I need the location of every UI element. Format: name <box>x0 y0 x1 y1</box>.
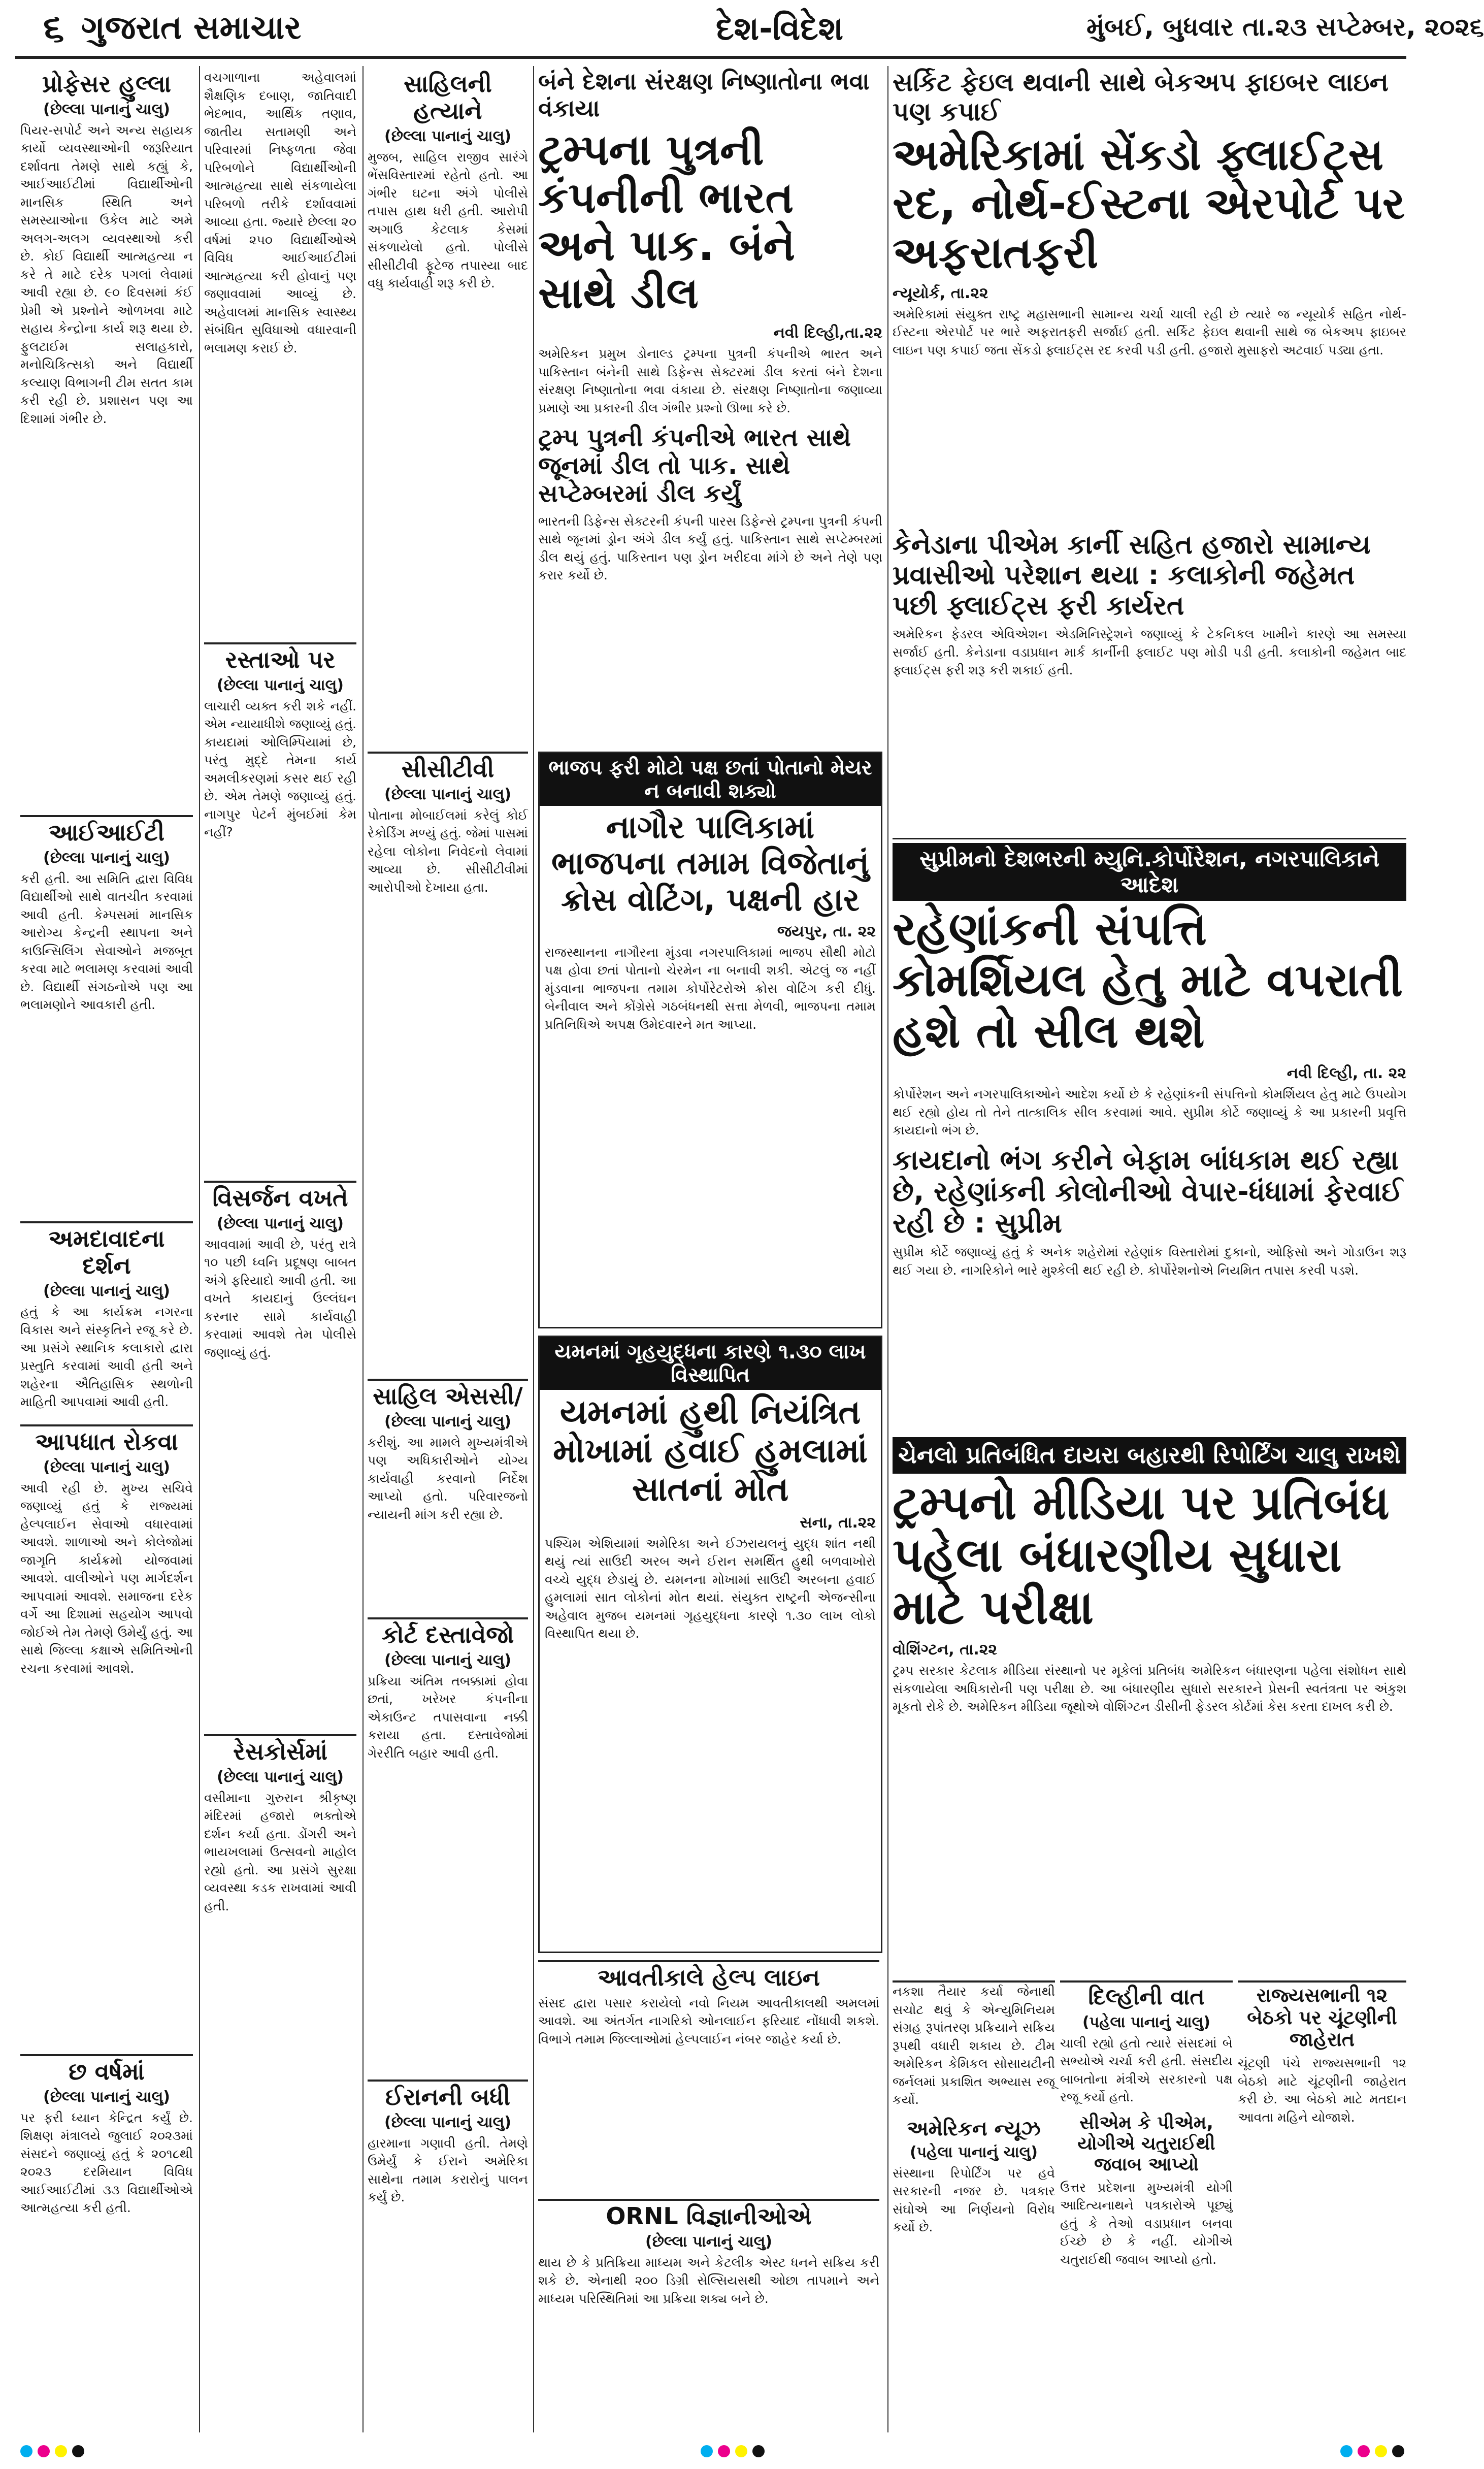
column-rule <box>887 66 888 2432</box>
article-body: અમેરિકન પ્રમુખ ડોનાલ્ડ ટ્રમ્પના પુત્રની કંપનીએ ભારત અને પાકિસ્તાન બંનેની સાથે ડિફેન્સ સેક્ટરમાં ડીલ કરતાં બંને દેશના સંરક્ષણ નિષ્ણાતોના ભવા વંકાયા છે. સંરક્ષણ નિષ્ણાતોના જણાવ્યા પ્રમાણે આ પ્રકારની ડીલ ગંભીર પ્રશ્નો ઊભા કરે છે. <box>538 346 882 415</box>
article-body: પશ્ચિમ એશિયામાં અમેરિકા અને ઈઝરાયલનું યુદ્ધ શાંત નથી થયું ત્યાં સાઉદી અરબ અને ઈરાન સમર્થિત હુથી બળવાખોરો વચ્ચે યુદ્ધ છેડાયું છે. યમનના મોખામાં સાઉદી અરબના હવાઈ હુમલામાં સાત લોકોનાં મોત થયાં. સંયુક્ત રાષ્ટ્રની એજન્સીના અહેવાલ મુજબ યમનમાં ગૃહયુદ્ધના કારણે ૧.૩૦ લાખ લોકો વિસ્થાપિત થયા છે. <box>545 1536 876 1641</box>
article-dateline: ન્યૂયોર્ક, તા.૨૨ <box>893 284 988 302</box>
article-trump-media <box>893 1437 1406 1975</box>
article-body: મુજબ, સાહિલ રાજીવ સારંગે ભેંસવિસ્તારમાં રહેતો હતો. આ ગંભીર ઘટના અંગે પોલીસે તપાસ હાથ ધરી હતી. આરોપી અગાઉ કેટલાક કેસમાં સંકળાયેલો હતો. પોલીસે સીસીટીવી ફૂટેજ તપાસ્યા બાદ વધુ કાર્યવાહી શરૂ કરી છે. <box>368 149 528 291</box>
article-body: થાય છે કે પ્રતિક્રિયા માધ્યમ અને કેટલીક એસ્ટ ધનને સક્રિય કરી શકે છે. એનાથી ૨૦૦ ડિગ્રી સેલ્સિયસથી ઓછા તાપમાને અને માધ્યમ પરિસ્થિતિમાં આ પ્રક્રિયા શક્ય બને છે. <box>538 2255 879 2306</box>
headline: યમનમાં હુથી નિયંત્રિત મોખામાં હવાઈ હુમલામાં સાતનાં મોત <box>553 1392 868 1509</box>
continued-note: (છેલ્લા પાનાનું ચાલુ) <box>43 1458 171 1476</box>
cyan-dot <box>1340 2445 1353 2457</box>
article-body: અમેરિકન ફેડરલ એવિએશન એડમિનિસ્ટ્રેશને જણાવ્યું કે ટેકનિકલ ખામીને કારણે આ સમસ્યા સર્જાઈ હતી. કેનેડાના વડાપ્રધાન માર્ક કાર્નીની ફ્લાઈટ પણ મોડી પડી હતી. કલાકોની જહેમત બાદ ફ્લાઈટ્સ ફરી શરૂ કરી શકાઈ હતી. <box>893 627 1406 678</box>
article-us-flights <box>893 66 1406 523</box>
article-body: હારમાના ગણાવી હતી. તેમણે ઉમેર્યું કે ઈરાને અમેરિકા સાથેના તમામ કરારોનું પાલન કર્યું છે. <box>368 2135 528 2205</box>
headline: સાહિલ એસસી/ <box>373 1382 523 1410</box>
headline: સાહિલની હત્યાને <box>404 70 492 124</box>
black-dot <box>1392 2445 1404 2457</box>
article-delhi <box>1060 1980 1233 2432</box>
continued-note: (છેલ્લા પાનાનું ચાલુ) <box>43 1282 171 1300</box>
continued-note: (છેલ્લા પાનાનું ચાલુ) <box>216 676 344 694</box>
kicker: ચેનલો પ્રતિબંધિત દાયરા બહારથી રિપોર્ટિંગ ચાલુ રાખશે <box>893 1437 1406 1474</box>
article-ornl <box>538 2199 879 2432</box>
continued-note: (છેલ્લા પાનાનું ચાલુ) <box>43 2088 171 2106</box>
headline: સીએમ કે પીએમ, યોગીએ ચતુરાઈથી જવાબ આપ્યો <box>1077 2112 1215 2175</box>
page-number: ૬ <box>43 6 64 50</box>
column-rule <box>362 66 364 2432</box>
headline: ઈરાનની બધી <box>385 2083 510 2110</box>
article-supreme-court <box>893 843 1406 1427</box>
magenta-dot <box>38 2445 50 2457</box>
article-body: લાચારી વ્યક્ત કરી શકે નહીં. એમ ન્યાયાધીશે જણાવ્યું હતું. કાયદામાં ઓલિમ્પિયામાં છે, પરંતુ મુદ્દે તેમના કાર્ય અમલીકરણમાં કસર થઈ રહી છે. એમ તેમણે જણાવ્યું હતું. નાગપુર પેટર્ન મુંબઈમાં કેમ નહીં? <box>204 698 356 840</box>
lead-headline: ટ્રમ્પના પુત્રની કંપનીની ભારત અને પાક. બંને સાથે ડીલ <box>538 124 796 318</box>
article-continuation <box>204 69 356 637</box>
continued-note: (છેલ્લા પાનાનું ચાલુ) <box>645 2232 773 2251</box>
article-racecourse <box>204 1734 356 2432</box>
continued-note: (છેલ્લા પાનાનું ચાલુ) <box>384 127 512 145</box>
headline: ORNL વિજ્ઞાનીઓએ <box>606 2202 812 2230</box>
article-dateline: નવી દિલ્હી, તા. ૨૨ <box>1287 1064 1406 1083</box>
article-body: પ્રક્રિયા અંતિમ તબક્કામાં હોવા છતાં, ખરેખર કંપનીના એકાઉન્ટ તપાસવાના નક્કી કરાયા હતા. દસ્તાવેજોમાં ગેરરીતિ બહાર આવી હતી. <box>368 1673 528 1761</box>
article-ahmedabad <box>20 1221 193 1421</box>
article-body: ટ્રમ્પ સરકાર કેટલાક મીડિયા સંસ્થાનો પર મૂકેલાં પ્રતિબંધ અમેરિકન બંધારણના પહેલા સંશોધન સાથે સંકળાયેલા અધિકારોની પણ પરીક્ષા છે. આ બંધારણીય સુધારો સરકારને પ્રેસની સ્વતંત્રતા પર અંકુશ મૂકતો રોકે છે. અમેરિકન મીડિયા જૂથોએ વોશિંગ્ટન ડીસીની ફેડરલ કોર્ટમાં કેસ કરતા દાખલ કરી છે. <box>893 1663 1406 1714</box>
article-dateline: વોશિંગ્ટન, તા.૨૨ <box>893 1641 997 1659</box>
headline: આપધાત રોકવા <box>35 1428 178 1455</box>
continued-note: (છેલ્લા પાનાનું ચાલુ) <box>216 1214 344 1232</box>
magenta-dot <box>718 2445 730 2457</box>
article-professor <box>20 69 193 810</box>
article-body: સંસદ દ્વારા પસાર કરાયેલો નવો નિયમ આવતીકાલથી અમલમાં આવશે. આ અંતર્ગત નાગરિકો ઓનલાઈન ફરિયાદ નોંધાવી શકશે. વિભાગે તમામ જિલ્લાઓમાં હેલ્પલાઈન નંબર જાહેર કર્યા છે. <box>538 1995 879 2046</box>
article-immersion <box>204 1181 356 1731</box>
article-body: ભારતની ડિફેન્સ સેક્ટરની કંપની પારસ ડિફેન્સે ટ્રમ્પના પુત્રની કંપની સાથે જૂનમાં ડ્રોન અંગે ડીલ કર્યું હતું. પાકિસ્તાન સાથે સપ્ટેમ્બરમાં ડીલ થયું હતું. પાકિસ્તાન પણ ડ્રોન ખરીદવા માંગે છે અને તેણે પણ કરાર કર્યો છે. <box>538 513 882 583</box>
masthead <box>15 0 1484 59</box>
magenta-dot <box>1358 2445 1370 2457</box>
continued-note: (છેલ્લા પાનાનું ચાલુ) <box>216 1768 344 1786</box>
article-body: ચૂંટણી પંચે રાજ્યસભાની ૧૨ બેઠકો માટે ચૂંટણીની જાહેરાત કરી છે. આ બેઠકો માટે મતદાન આવતા મહિને યોજાશે. <box>1238 2056 1406 2125</box>
headline: રસ્તાઓ પર <box>225 646 336 673</box>
article-body: પોતાના મોબાઈલમાં કરેલું કોઈ રેકોર્ડિંગ મળ્યું હતું. જેમાં પાસમાં રહેલા લોકોના નિવેદનો લેવામાં આવ્યા છે. સીસીટીવીમાં આરોપીઓ દેખાયા હતા. <box>368 807 528 895</box>
paper-name: ગુજરાત સમાચાર <box>81 9 302 47</box>
headline: રાજ્યસભાની ૧૨ બેઠકો પર ચૂંટણીની જાહેરાત <box>1247 1984 1397 2051</box>
dateline: મુંબઈ, બુધવાર તા.૨૩ સપ્ટેમ્બર, ૨૦૨૬ <box>1086 12 1484 42</box>
article-body: પર ફરી ધ્યાન કેન્દ્રિત કર્યું છે. શિક્ષણ મંત્રાલયે જુલાઈ ૨૦૨૩માં સંસદને જણાવ્યું હતું કે ૨૦૧૮થી ૨૦૨૩ દરમિયાન વિવિધ આઈઆઈટીમાં ૩૩ વિદ્યાર્થીઓએ આત્મહત્યા કરી હતી. <box>20 2110 193 2216</box>
article-body: કરી હતી. આ સમિતિ દ્વારા વિવિધ વિદ્યાર્થીઓ સાથે વાતચીત કરવામાં આવી હતી. કેમ્પસમાં માનસિક આરોગ્ય કેન્દ્રની સ્થાપના અને કાઉન્સિલિંગ સેવાઓને મજબૂત કરવા માટે ભલામણ કરવામાં આવી છે. વિદ્યાર્થી સંગઠનોએ પણ આ ભલામણોને આવકારી હતી. <box>20 871 193 1013</box>
article-sahil-sc <box>368 1379 528 1614</box>
registration-marks <box>701 2445 765 2460</box>
headline: અમેરિકન ન્યૂઝ <box>907 2117 1041 2140</box>
article-dateline: જયપુર, તા. ૨૨ <box>777 922 876 940</box>
headline: અમદાવાદના દર્શન <box>48 1225 165 1279</box>
article-body: આવી રહી છે. મુખ્ય સચિવે જણાવ્યું હતું કે રાજ્યમાં હેલ્પલાઈન સેવાઓ વધારવામાં આવશે. શાળાઓ અને કોલેજોમાં જાગૃતિ કાર્યક્રમો યોજવામાં આવશે. વાલીઓને પણ માર્ગદર્શન આપવામાં આવશે. સમાજના દરેક વર્ગે આ દિશામાં સહયોગ આપવો જોઈએ તેમ તેમણે ઉમેર્યું હતું. આ સાથે જિલ્લા કક્ષાએ સમિતિઓની રચના કરવામાં આવશે. <box>20 1480 193 1676</box>
column-rule <box>533 66 534 2432</box>
kicker: ભાજપ ફરી મોટો પક્ષ છતાં પોતાનો મેયર ન બનાવી શક્યો <box>540 753 881 806</box>
article-aluminium <box>893 1980 1055 2432</box>
section-rule <box>893 838 1406 839</box>
headline: છ વર્ષમાં <box>69 2058 145 2085</box>
headline: વિસર્જન વખતે <box>212 1184 348 1212</box>
article-body: કોર્પોરેશન અને નગરપાલિકાઓને આદેશ કર્યો છે કે રહેણાંકની સંપત્તિનો કોમર્શિયલ હેતુ માટે ઉપયોગ થઈ રહ્યો હોય તો તેને તાત્કાલિક સીલ કરવામાં આવે. સુપ્રીમ કોર્ટે જણાવ્યું કે આ પ્રકારની પ્રવૃત્તિ કાયદાનો ભંગ છે. <box>893 1087 1406 1138</box>
cyan-dot <box>20 2445 32 2457</box>
article-body: ઉત્તર પ્રદેશના મુખ્યમંત્રી યોગી આદિત્યનાથને પત્રકારોએ પૂછ્યું હતું કે તેઓ વડાપ્રધાન બનવા ઈચ્છે છે કે નહીં. યોગીએ ચતુરાઈથી જવાબ આપ્યો હતો. <box>1060 2180 1233 2267</box>
kicker: સુપ્રીમનો દેશભરની મ્યુનિ.કોર્પોરેશન, નગરપાલિકાને આદેશ <box>893 843 1406 901</box>
article-body: હતું કે આ કાર્યક્રમ નગરના વિકાસ અને સંસ્કૃતિને રજૂ કરે છે. આ પ્રસંગે સ્થાનિક કલાકારો દ્વારા પ્રસ્તુતિ કરવામાં આવી હતી અને શહેરના ઐતિહાસિક સ્થળોની માહિતી આપવામાં આવી હતી. <box>20 1304 193 1410</box>
article-body: નકશા તૈયાર કર્યા જેનાથી સચોટ થવું કે એન્યુમિનિયમ સંગ્રહ રૂપાંતરણ પ્રક્રિયાને સક્રિય રૂપથી વધારી શકાય છે. ટીમ અમેરિકન કેમિકલ સોસાયટીની જર્નલમાં પ્રકાશિત અભ્યાસ રજૂ કર્યો. <box>893 1984 1055 2107</box>
registration-marks <box>20 2445 84 2460</box>
article-cctv <box>368 752 528 1376</box>
headline: નાગૌર પાલિકામાં ભાજપના તમામ વિજેતાનું ક્રોસ વોટિંગ, પક્ષની હાર <box>551 808 869 918</box>
black-dot <box>752 2445 765 2457</box>
cyan-dot <box>701 2445 713 2457</box>
article-iran <box>368 2080 528 2432</box>
article-rajyasabha <box>1238 1980 1406 2432</box>
subheadline: ટ્રમ્પ પુત્રની કંપનીએ ભારત સાથે જૂનમાં ડીલ તો પાક. સાથે સપ્ટેમ્બરમાં ડીલ કર્યું <box>538 424 851 508</box>
article-suicide-prevention <box>20 1424 193 2051</box>
article-body: રાજસ્થાનના નાગૌરના મુંડવા નગરપાલિકામાં ભાજપ સૌથી મોટો પક્ષ હોવા છતાં પોતાનો ચેરમેન ના બનાવી શકી. એટલું જ નહીં મુંડવાના ભાજપના તમામ કોર્પોરેટરોએ ક્રોસ વોટિંગ કરી દીધું. બેનીવાલ અને કોંગ્રેસે ગઠબંધનથી સત્તા મેળવી, ભાજપના તમામ પ્રતિનિધિએ અપક્ષ ઉમેદવારને મત આપ્યા. <box>545 945 876 1032</box>
kicker: સર્કિટ ફેઇલ થવાની સાથે બેકઅપ ફાઇબર લાઇન પણ કપાઈ <box>893 68 1389 126</box>
article-sahil <box>368 69 528 746</box>
article-six-years <box>20 2054 193 2432</box>
yellow-dot <box>1375 2445 1387 2457</box>
article-helpline <box>538 1960 879 2196</box>
headline: ટ્રમ્પનો મીડિયા પર પ્રતિબંધ પહેલા બંધારણીય સુધારા માટે પરીક્ષા <box>893 1476 1390 1635</box>
lead-headline: અમેરિકામાં સેંકડો ફ્લાઈટ્સ રદ, નોર્થ-ઈસ્ટના એરપોર્ટ પર અફરાતફરી <box>893 129 1405 278</box>
article-body: કરીશું. આ મામલે મુખ્યમંત્રીએ પણ અધિકારીઓને યોગ્ય કાર્યવાહી કરવાનો નિર્દેશ આપ્યો હતો. પરિવારજનો ન્યાયની માંગ કરી રહ્યા છે. <box>368 1435 528 1522</box>
article-body: આવવામાં આવી છે, પરંતુ રાત્રે ૧૦ પછી ધ્વનિ પ્રદૂષણ બાબત અંગે ફરિયાદો આવી હતી. આ વખતે કાયદાનું ઉલ્લંઘન કરનાર સામે કાર્યવાહી કરવામાં આવશે તેમ પોલીસે જણાવ્યું હતું. <box>204 1237 356 1360</box>
continued-note: (છેલ્લા પાનાનું ચાલુ) <box>384 785 512 803</box>
subheadline: કેનેડાના પીએમ કાર્ની સહિત હજારો સામાન્ય પ્રવાસીઓ પરેશાન થયા : કલાકોની જહેમત પછી ફ્લાઈટ્સ ફરી કાર્યરત <box>893 530 1371 621</box>
black-dot <box>72 2445 84 2457</box>
continued-note: (છેલ્લા પાનાનું ચાલુ) <box>43 100 171 118</box>
article-yemen <box>538 1336 882 1953</box>
article-trump-son-deal <box>538 66 882 741</box>
headline: આવતીકાલે હેલ્પ લાઇન <box>598 1964 820 1991</box>
article-canada-pm <box>893 528 1406 833</box>
column-rule <box>199 66 200 2432</box>
article-body: વસીમાના ગુરુરાન શ્રીકૃષ્ણ મંદિરમાં હજારો ભક્તોએ દર્શન કર્યા હતા. ડોંગરી અને ભાયખલામાં ઉત્સવનો માહોલ રહ્યો હતો. આ પ્રસંગે સુરક્ષા વ્યવસ્થા કડક રાખવામાં આવી હતી. <box>204 1790 356 1913</box>
article-dateline: સના, તા.૨૨ <box>800 1513 876 1532</box>
continued-note: (છેલ્લા પાનાનું ચાલુ) <box>384 1651 512 1669</box>
headline: કોર્ટ દસ્તાવેજો <box>381 1621 514 1648</box>
article-court-docs <box>368 1617 528 2076</box>
kicker: બંને દેશના સંરક્ષણ નિષ્ણાતોના ભવા વંકાયા <box>538 68 870 122</box>
article-body: અમેરિકામાં સંયુક્ત રાષ્ટ્ર મહાસભાની સામાન્ય ચર્ચા ચાલી રહી છે ત્યારે જ ન્યૂયોર્ક સહિત નોર્થ-ઈસ્ટના એરપોર્ટ પર ભારે અફરાતફરી સર્જાઈ હતી. સર્કિટ ફેઇલ થવાની સાથે જ બેકઅપ ફાઇબર લાઇન પણ કપાઈ જતા સેંકડો ફ્લાઈટ્સ રદ કરવી પડી હતી. હજારો મુસાફરો અટવાઈ પડ્યા હતા. <box>893 306 1406 358</box>
kicker: યમનમાં ગૃહયુદ્ધના કારણે ૧.૩૦ લાખ વિસ્થાપિત <box>540 1337 881 1390</box>
headline: દિલ્હીની વાત <box>1088 1984 1205 2010</box>
headline: પ્રોફેસર હુલ્લા <box>42 70 171 98</box>
yellow-dot <box>55 2445 67 2457</box>
continued-note: (છેલ્લા પાનાનું ચાલુ) <box>43 849 171 867</box>
article-nagaur <box>538 752 882 1328</box>
continued-note: (છેલ્લા પાનાનું ચાલુ) <box>384 2113 512 2131</box>
headline: રેસકોર્સમાં <box>233 1738 328 1765</box>
article-body: સુપ્રીમ કોર્ટે જણાવ્યું હતું કે અનેક શહેરોમાં રહેણાંક વિસ્તારોમાં દુકાનો, ઓફિસો અને ગોડાઉન શરૂ થઈ ગયા છે. નાગરિકોને ભારે મુશ્કેલી થઈ રહી છે. કોર્પોરેશનોએ નિયમિત તપાસ કરવી પડશે. <box>893 1245 1406 1278</box>
continued-note: (છેલ્લા પાનાનું ચાલુ) <box>384 1412 512 1431</box>
section-title: દેશ-વિદેશ <box>716 10 844 48</box>
yellow-dot <box>735 2445 747 2457</box>
headline: સીસીટીવી <box>401 755 494 783</box>
article-dateline: નવી દિલ્હી,તા.૨૨ <box>773 324 882 342</box>
article-roads <box>204 642 356 1178</box>
headline: રહેણાંકની સંપત્તિ કોમર્શિયલ હેતુ માટે વપરાતી હશે તો સીલ થશે <box>893 902 1403 1058</box>
article-body: સંસ્થાના રિપોર્ટિંગ પર હવે સરકારની નજર છે. પત્રકાર સંઘોએ આ નિર્ણયનો વિરોધ કર્યો છે. <box>893 2165 1055 2234</box>
continued-note: (પહેલા પાનાનું ચાલુ) <box>1082 2013 1211 2031</box>
subheadline: કાયદાનો ભંગ કરીને બેફામ બાંધકામ થઈ રહ્યા છે, રહેણાંકની કોલોનીઓ વેપાર-ધંધામાં ફેરવાઈ રહી છે : સુપ્રીમ <box>893 1144 1403 1240</box>
headline: આઈઆઈટી <box>49 819 164 846</box>
registration-marks <box>1340 2445 1404 2460</box>
article-body: પિયર-સપોર્ટ અને અન્ય સહાયક કાર્યો વ્યવસ્થાઓની જરૂરિયાત દર્શાવતા તેમણે સાથે કહ્યું કે, આઈઆઈટીમાં વિદ્યાર્થીઓની માનસિક સ્થિતિ અને સમસ્યાઓના ઉકેલ માટે અમે અલગ-અલગ વ્યવસ્થાઓ કરી છે. કોઈ વિદ્યાર્થી આત્મહત્યા ન કરે તે માટે દરેક પગલાં લેવામાં આવી રહ્યા છે. ૯૦ દિવસમાં કંઈ પ્રેમી એ પ્રશ્નોને ઓળખવા માટે સહાય કેન્દ્રોના કાર્ય શરૂ થયા છે. ફુલટાઈમ સલાહકારો, મનોચિકિત્સકો અને વિદ્યાર્થી કલ્યાણ વિભાગની ટીમ સતત કામ કરી રહી છે. પ્રશાસન પણ આ દિશામાં ગંભીર છે. <box>20 122 193 426</box>
article-body: વચગાળાના અહેવાલમાં શૈક્ષણિક દબાણ, જાતિવાદી ભેદભાવ, આર્થિક તણાવ, જાતીય સતામણી અને પરિવારમાં નિષ્ફળતા જેવા પરિબળોને વિદ્યાર્થીઓની આત્મહત્યા સાથે સંકળાયેલા પરિબળો તરીકે દર્શાવવામાં આવ્યા હતા. જ્યારે છેલ્લા ૨૦ વર્ષમાં ૨૫૦ વિદ્યાર્થીઓએ વિવિધ આઈઆઈટીમાં આત્મહત્યા કરી હોવાનું પણ જણાવવામાં આવ્યું છે. અહેવાલમાં માનસિક સ્વાસ્થ્ય સંબંધિત સુવિધાઓ વધારવાની ભલામણ કરાઈ છે. <box>204 70 356 355</box>
continued-note: (પહેલા પાનાનું ચાલુ) <box>909 2143 1038 2161</box>
article-iit <box>20 815 193 1218</box>
article-body: ચાલી રહ્યો હતો ત્યારે સંસદમાં બે સભ્યોએ ચર્ચા કરી હતી. સંસદીય બાબતોના મંત્રીએ સરકારનો પક્ષ રજૂ કર્યો હતો. <box>1060 2035 1233 2105</box>
